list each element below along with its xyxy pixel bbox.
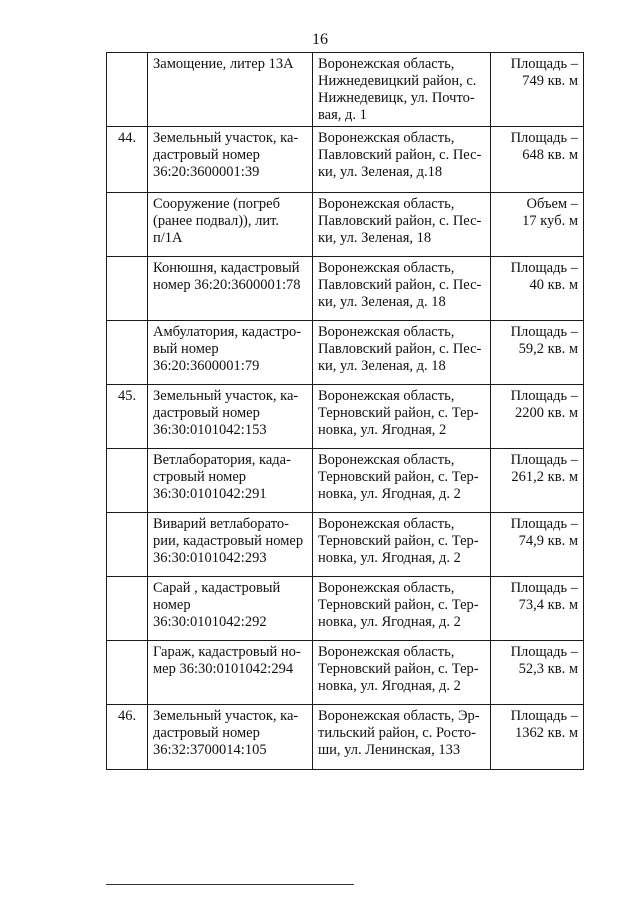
row-number bbox=[107, 577, 148, 641]
object-name-line: Сооружение (погреб bbox=[153, 196, 280, 212]
object-value bbox=[491, 705, 584, 770]
object-address-line: ки, ул. Зеленая, д. 18 bbox=[318, 358, 446, 374]
object-address-line: Терновский район, с. Тер- bbox=[318, 469, 479, 485]
object-address-line: Нижнедевицкий район, с. bbox=[318, 73, 477, 89]
object-address-line: Воронежская область, bbox=[318, 130, 455, 146]
object-address-line: ки, ул. Зеленая, 18 bbox=[318, 230, 432, 246]
object-address-line: ки, ул. Зеленая, д.18 bbox=[318, 164, 443, 180]
object-name-line: дастровый номер bbox=[153, 147, 260, 163]
object-value-line: 40 кв. м bbox=[529, 277, 578, 293]
row-number bbox=[107, 641, 148, 705]
object-name-line: номер 36:20:3600001:78 bbox=[153, 277, 301, 293]
object-address-line: Воронежская область, Эр- bbox=[318, 708, 480, 724]
object-name bbox=[148, 321, 313, 385]
object-name-line: Земельный участок, ка- bbox=[153, 130, 299, 146]
object-value-line: Площадь – bbox=[510, 324, 578, 340]
row-number bbox=[107, 385, 148, 449]
object-address-line: Терновский район, с. Тер- bbox=[318, 405, 479, 421]
object-name-line: Земельный участок, ка- bbox=[153, 708, 299, 724]
row-number bbox=[107, 449, 148, 513]
object-name-line: 36:20:3600001:39 bbox=[153, 164, 260, 180]
object-address-line: Воронежская область, bbox=[318, 324, 455, 340]
object-address bbox=[313, 193, 491, 257]
object-address-line: Воронежская область, bbox=[318, 644, 455, 660]
object-address bbox=[313, 513, 491, 577]
object-address-line: вая, д. 1 bbox=[318, 107, 367, 123]
table-row bbox=[107, 53, 584, 127]
object-value-line: 17 куб. м bbox=[522, 213, 578, 229]
object-value-line: 648 кв. м bbox=[522, 147, 578, 163]
object-address bbox=[313, 449, 491, 513]
object-address-line: новка, ул. Ягодная, д. 2 bbox=[318, 486, 461, 502]
object-name-line: Сарай , кадастровый bbox=[153, 580, 281, 596]
object-address-line: Терновский район, с. Тер- bbox=[318, 661, 479, 677]
row-number bbox=[107, 257, 148, 321]
object-value-line: 1362 кв. м bbox=[515, 725, 578, 741]
object-address-line: Терновский район, с. Тер- bbox=[318, 597, 479, 613]
object-name bbox=[148, 257, 313, 321]
page-number: 16 bbox=[312, 31, 328, 48]
object-value-line: 261,2 кв. м bbox=[511, 469, 578, 485]
object-address-line: Павловский район, с. Пес- bbox=[318, 341, 482, 357]
object-value-line: Площадь – bbox=[510, 708, 578, 724]
object-value-line: 52,3 кв. м bbox=[518, 661, 578, 677]
row-number bbox=[107, 127, 148, 193]
table-row bbox=[107, 127, 584, 193]
object-value-line: Площадь – bbox=[510, 130, 578, 146]
object-address-line: Воронежская область, bbox=[318, 260, 455, 276]
object-address-line: Павловский район, с. Пес- bbox=[318, 213, 482, 229]
object-address-line: новка, ул. Ягодная, д. 2 bbox=[318, 678, 461, 694]
object-name-line: Земельный участок, ка- bbox=[153, 388, 299, 404]
object-address bbox=[313, 705, 491, 770]
object-address bbox=[313, 53, 491, 127]
object-address-line: Воронежская область, bbox=[318, 516, 455, 532]
object-value-line: 2200 кв. м bbox=[515, 405, 578, 421]
object-value-line: Площадь – bbox=[510, 516, 578, 532]
object-name-line: дастровый номер bbox=[153, 405, 260, 421]
footnote-separator bbox=[106, 884, 354, 885]
table-row bbox=[107, 641, 584, 705]
row-number-text: 44. bbox=[117, 130, 137, 146]
object-name-line: вый номер bbox=[153, 341, 219, 357]
row-number bbox=[107, 321, 148, 385]
object-value-line: Площадь – bbox=[510, 580, 578, 596]
object-name-line: 36:20:3600001:79 bbox=[153, 358, 260, 374]
table-row bbox=[107, 193, 584, 257]
object-address-line: Воронежская область, bbox=[318, 196, 455, 212]
object-value-line: Площадь – bbox=[510, 644, 578, 660]
object-name bbox=[148, 577, 313, 641]
row-number bbox=[107, 705, 148, 770]
object-address-line: ки, ул. Зеленая, д. 18 bbox=[318, 294, 446, 310]
table-row bbox=[107, 385, 584, 449]
object-value bbox=[491, 257, 584, 321]
object-value-line: Площадь – bbox=[510, 452, 578, 468]
object-name-line: Гараж, кадастровый но- bbox=[153, 644, 301, 660]
object-address-line: Воронежская область, bbox=[318, 388, 455, 404]
object-value-line: 749 кв. м bbox=[522, 73, 578, 89]
object-address-line: Воронежская область, bbox=[318, 580, 455, 596]
object-name-line: Замощение, литер 13А bbox=[153, 56, 294, 72]
object-name-line: 36:30:0101042:291 bbox=[153, 486, 267, 502]
object-name-line: 36:30:0101042:293 bbox=[153, 550, 267, 566]
row-number bbox=[107, 513, 148, 577]
object-value bbox=[491, 385, 584, 449]
object-address bbox=[313, 641, 491, 705]
object-address-line: Воронежская область, bbox=[318, 452, 455, 468]
object-address-line: Воронежская область, bbox=[318, 56, 455, 72]
object-value bbox=[491, 449, 584, 513]
object-name bbox=[148, 127, 313, 193]
object-value-line: Объем – bbox=[526, 196, 578, 212]
object-address-line: Павловский район, с. Пес- bbox=[318, 147, 482, 163]
object-value bbox=[491, 193, 584, 257]
object-address-line: тильский район, с. Росто- bbox=[318, 725, 476, 741]
property-table-body bbox=[107, 53, 584, 770]
object-name bbox=[148, 705, 313, 770]
row-number-text: 46. bbox=[117, 708, 137, 724]
property-table bbox=[106, 52, 584, 770]
object-name-line: 36:30:0101042:153 bbox=[153, 422, 267, 438]
object-name-line: Амбулатория, кадастро- bbox=[153, 324, 302, 340]
object-name bbox=[148, 513, 313, 577]
object-name-line: стровый номер bbox=[153, 469, 247, 485]
object-name-line: 36:32:3700014:105 bbox=[153, 742, 267, 758]
object-name bbox=[148, 193, 313, 257]
object-address bbox=[313, 385, 491, 449]
object-address-line: новка, ул. Ягодная, д. 2 bbox=[318, 550, 461, 566]
table-row bbox=[107, 577, 584, 641]
object-value-line: Площадь – bbox=[510, 56, 578, 72]
object-value-line: Площадь – bbox=[510, 260, 578, 276]
object-name bbox=[148, 449, 313, 513]
object-address-line: новка, ул. Ягодная, 2 bbox=[318, 422, 447, 438]
row-number-text: 45. bbox=[117, 388, 137, 404]
row-number bbox=[107, 193, 148, 257]
object-value bbox=[491, 513, 584, 577]
object-name-line: Конюшня, кадастровый bbox=[153, 260, 300, 276]
object-address bbox=[313, 577, 491, 641]
object-name-line: Виварий ветлаборато- bbox=[153, 516, 289, 532]
object-value-line: 74,9 кв. м bbox=[518, 533, 578, 549]
object-name-line: п/1А bbox=[153, 230, 183, 246]
object-name-line: дастровый номер bbox=[153, 725, 260, 741]
object-value bbox=[491, 53, 584, 127]
object-name-line: Ветлаборатория, када- bbox=[153, 452, 291, 468]
object-name-line: мер 36:30:0101042:294 bbox=[153, 661, 294, 677]
object-address-line: новка, ул. Ягодная, д. 2 bbox=[318, 614, 461, 630]
table-row bbox=[107, 257, 584, 321]
object-value-line: Площадь – bbox=[510, 388, 578, 404]
object-address bbox=[313, 321, 491, 385]
object-value bbox=[491, 577, 584, 641]
object-value-line: 73,4 кв. м bbox=[518, 597, 578, 613]
object-value bbox=[491, 321, 584, 385]
object-address-line: ши, ул. Ленинская, 133 bbox=[318, 742, 461, 758]
object-name-line: рии, кадастровый номер bbox=[153, 533, 304, 549]
object-name-line: номер bbox=[153, 597, 191, 613]
object-address-line: Терновский район, с. Тер- bbox=[318, 533, 479, 549]
object-address-line: Нижнедевицк, ул. Почто- bbox=[318, 90, 475, 106]
table-row bbox=[107, 705, 584, 770]
object-address bbox=[313, 257, 491, 321]
object-address-line: Павловский район, с. Пес- bbox=[318, 277, 482, 293]
object-name bbox=[148, 385, 313, 449]
object-value-line: 59,2 кв. м bbox=[518, 341, 578, 357]
table-row bbox=[107, 513, 584, 577]
object-name-line: 36:30:0101042:292 bbox=[153, 614, 267, 630]
row-number bbox=[107, 53, 148, 127]
object-address bbox=[313, 127, 491, 193]
table-row bbox=[107, 449, 584, 513]
object-value bbox=[491, 127, 584, 193]
table-row bbox=[107, 321, 584, 385]
object-name-line: (ранее подвал)), лит. bbox=[153, 213, 279, 229]
object-name bbox=[148, 53, 313, 127]
object-value bbox=[491, 641, 584, 705]
object-name bbox=[148, 641, 313, 705]
